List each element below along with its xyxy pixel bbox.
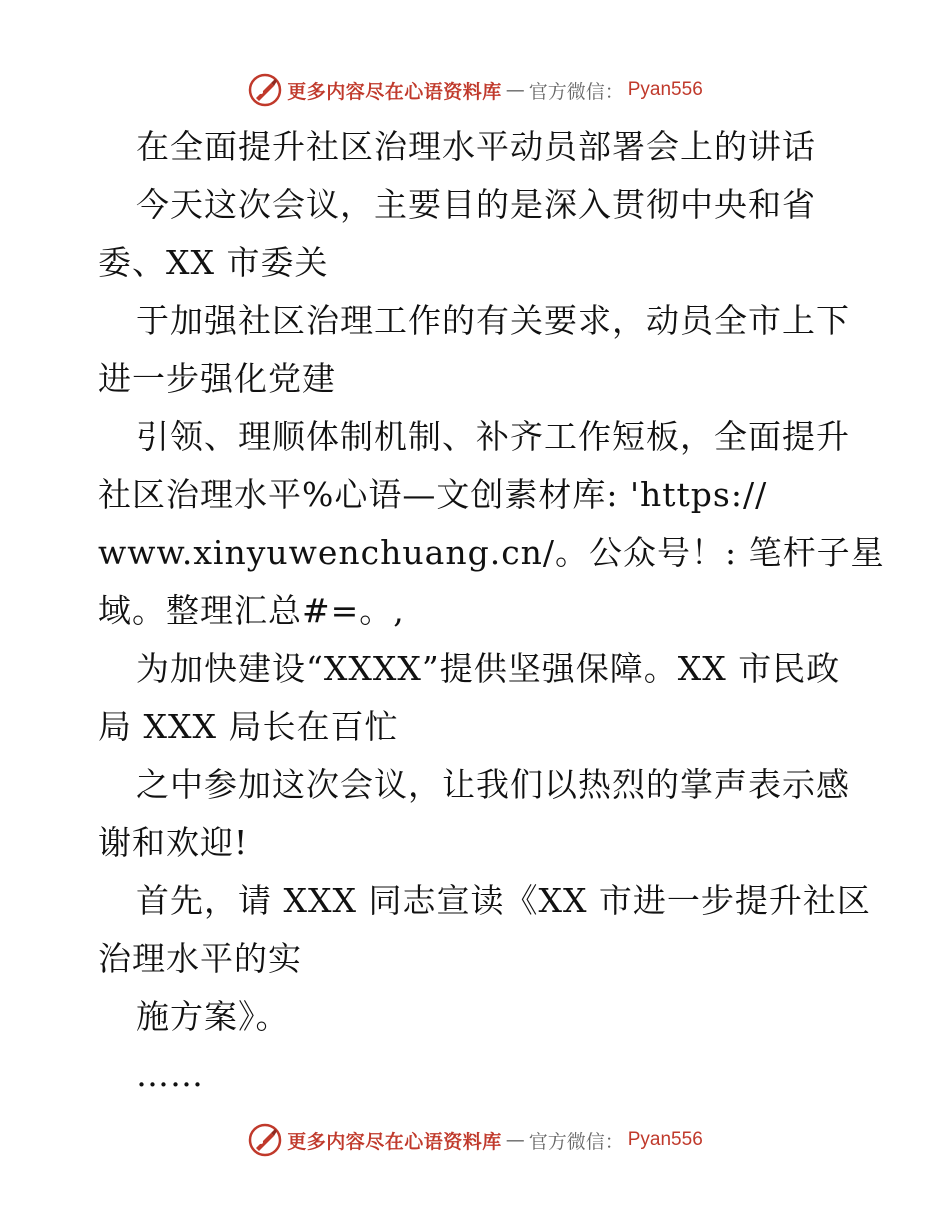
ellipsis-line: ……	[136, 1055, 204, 1094]
quill-pen-logo-icon	[247, 72, 283, 108]
quill-pen-logo-icon	[247, 1122, 283, 1158]
paragraph-line: 进一步强化党建	[98, 359, 336, 398]
paragraph-line: 委、XX 市委关	[98, 243, 329, 282]
paragraph-line: 治理水平的实	[98, 939, 302, 978]
promo-text: 更多内容尽在心语资料库	[287, 1130, 502, 1153]
paragraph-line: 引领、理顺体制机制、补齐工作短板，全面提升	[136, 417, 850, 456]
paragraph-line: 今天这次会议，主要目的是深入贯彻中央和省	[136, 185, 816, 224]
banner-separator: —	[505, 79, 525, 101]
footer-banner-content	[247, 1122, 703, 1158]
header-watermark-banner	[0, 68, 950, 112]
footer-watermark-banner	[0, 1118, 950, 1162]
paragraph-line: 之中参加这次会议，让我们以热烈的掌声表示感	[136, 765, 850, 804]
wechat-id: Pyan556	[627, 79, 703, 100]
paragraph-line: 社区治理水平%心语—文创素材库: 'https://	[98, 475, 768, 514]
banner-separator: —	[505, 1129, 525, 1151]
promo-text: 更多内容尽在心语资料库	[287, 80, 502, 103]
wechat-id: Pyan556	[627, 1129, 703, 1150]
wechat-label: 官方微信：	[528, 80, 624, 103]
paragraph-line: 为加快建设“XXXX”提供坚强保障。XX 市民政	[136, 649, 841, 688]
paragraph-line: 于加强社区治理工作的有关要求，动员全市上下	[136, 301, 850, 340]
document-body	[98, 118, 885, 1104]
paragraph-line: 首先，请 XXX 同志宣读《XX 市进一步提升社区	[136, 881, 871, 920]
paragraph-line: 谢和欢迎!	[98, 823, 249, 862]
wechat-label: 官方微信：	[528, 1130, 624, 1153]
header-banner-content	[247, 72, 703, 108]
paragraph-line: 域。整理汇总#=。,	[98, 591, 405, 630]
paragraph-line: www.xinyuwenchuang.cn/。公众号！: 笔杆子星	[98, 533, 885, 572]
document-title: 在全面提升社区治理水平动员部署会上的讲话	[136, 127, 816, 166]
paragraph-line: 施方案》。	[136, 997, 290, 1036]
paragraph-line: 局 XXX 局长在百忙	[98, 707, 399, 746]
